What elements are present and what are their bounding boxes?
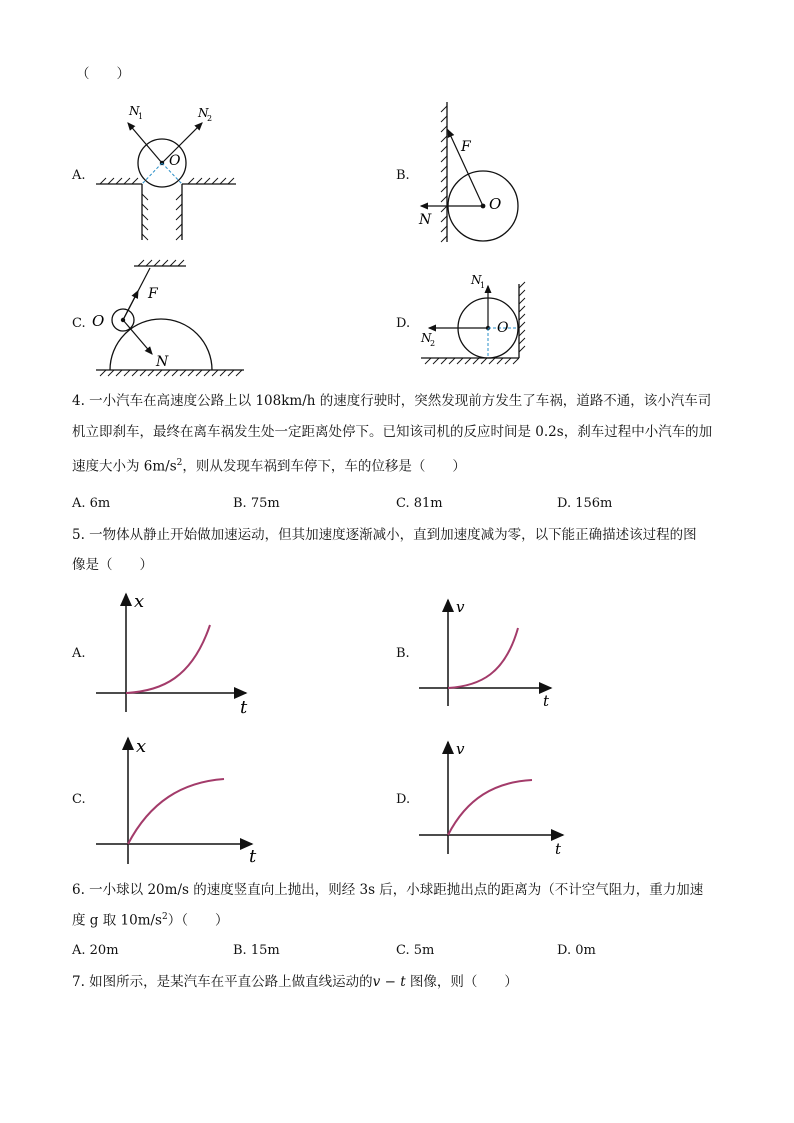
q5-option-b-label: B. bbox=[396, 646, 410, 661]
q4-line-1: 4. 一小汽车在高速度公路上以 108km/h 的速度行驶时，突然发现前方发生了车祸，道路不通，该小汽车司 bbox=[72, 393, 712, 409]
q5-option-d-label: D. bbox=[396, 792, 411, 807]
fig-d-n1-sub: 1 bbox=[480, 281, 486, 290]
graph-d-x-label: t bbox=[555, 840, 562, 858]
graph-b-y-label: v bbox=[456, 598, 465, 616]
q7-line-1: 7. 如图所示，是某汽车在平直公路上做直线运动的v − t 图像，则（ ） bbox=[72, 974, 518, 990]
fig-a-n2-label: N bbox=[198, 106, 209, 120]
q3-figure-a bbox=[92, 96, 242, 246]
q6-option-b[interactable]: B. 15m bbox=[233, 943, 280, 958]
fig-d-n2-sub: 2 bbox=[430, 339, 436, 348]
q5-option-c-label: C. bbox=[72, 792, 86, 807]
fig-b-f-label: F bbox=[461, 139, 471, 155]
fig-d-o-label: O bbox=[497, 320, 509, 336]
q4-line-3: 速度大小为 $6m/s^2$，则从发现车祸到车停下，车的位移是（ ） bbox=[72, 458, 466, 475]
fig-b-n-label: N bbox=[419, 212, 432, 228]
graph-d-y-label: v bbox=[456, 740, 465, 758]
fig-a-n1-label: N bbox=[129, 104, 140, 118]
graph-a-x-label: t bbox=[240, 697, 248, 718]
fig-b-o-label: O bbox=[489, 195, 502, 213]
q6-option-d[interactable]: D. 0m bbox=[557, 943, 596, 958]
graph-c-y-label: x bbox=[136, 736, 147, 757]
q3-option-a-label: A. bbox=[72, 168, 86, 183]
q3-figure-d bbox=[415, 262, 545, 382]
graph-b-x-label: t bbox=[543, 692, 550, 710]
q6-option-c[interactable]: C. 5m bbox=[396, 943, 435, 958]
q4-option-a[interactable]: A. 6m bbox=[72, 496, 111, 511]
q5-line-1: 5. 一物体从静止开始做加速运动，但其加速度逐渐减小，直到加速度减为零，以下能正确描述该过程的图 bbox=[72, 527, 697, 543]
fig-a-n2-sub: 2 bbox=[207, 114, 213, 123]
fig-d-n2-label: N bbox=[421, 331, 432, 345]
blank-parens: （ ） bbox=[76, 66, 130, 82]
q5-option-a-label: A. bbox=[72, 646, 86, 661]
q6-line-2: 度 g 取 $10m/s^2$）（ ） bbox=[72, 912, 229, 929]
graph-a-y-label: x bbox=[134, 591, 145, 612]
graph-c-x-label: t bbox=[249, 846, 257, 867]
q5-graph-c bbox=[92, 732, 267, 872]
fig-d-n1-label: N bbox=[471, 273, 482, 287]
q6-line-1: 6. 一小球以 20m/s 的速度竖直向上抛出，则经 3s 后，小球距抛出点的距离为（不计空气阻力，重力加速 bbox=[72, 882, 704, 898]
q5-line-2: 像是（ ） bbox=[72, 557, 153, 573]
fig-a-o-label: O bbox=[169, 153, 181, 169]
q5-graph-a bbox=[92, 588, 262, 718]
fig-c-n-label: N bbox=[156, 354, 169, 370]
q6-option-a[interactable]: A. 20m bbox=[72, 943, 119, 958]
fig-a-n1-sub: 1 bbox=[138, 112, 144, 121]
q3-figure-c bbox=[90, 254, 250, 384]
q5-graph-d bbox=[415, 736, 575, 862]
q3-option-b-label: B. bbox=[396, 168, 410, 183]
fig-c-f-label: F bbox=[148, 286, 158, 302]
q4-option-c[interactable]: C. 81m bbox=[396, 496, 443, 511]
q5-graph-b bbox=[415, 594, 565, 712]
q4-option-b[interactable]: B. 75m bbox=[233, 496, 280, 511]
fig-c-o-label: O bbox=[92, 312, 105, 330]
q3-option-c-label: C. bbox=[72, 316, 86, 331]
q4-option-d[interactable]: D. 156m bbox=[557, 496, 613, 511]
q3-figure-b bbox=[415, 96, 545, 246]
q3-option-d-label: D. bbox=[396, 316, 411, 331]
q4-line-2: 机立即刹车，最终在离车祸发生处一定距离处停下。已知该司机的反应时间是 0.2s，刹车过程中小汽车的加 bbox=[72, 424, 713, 440]
